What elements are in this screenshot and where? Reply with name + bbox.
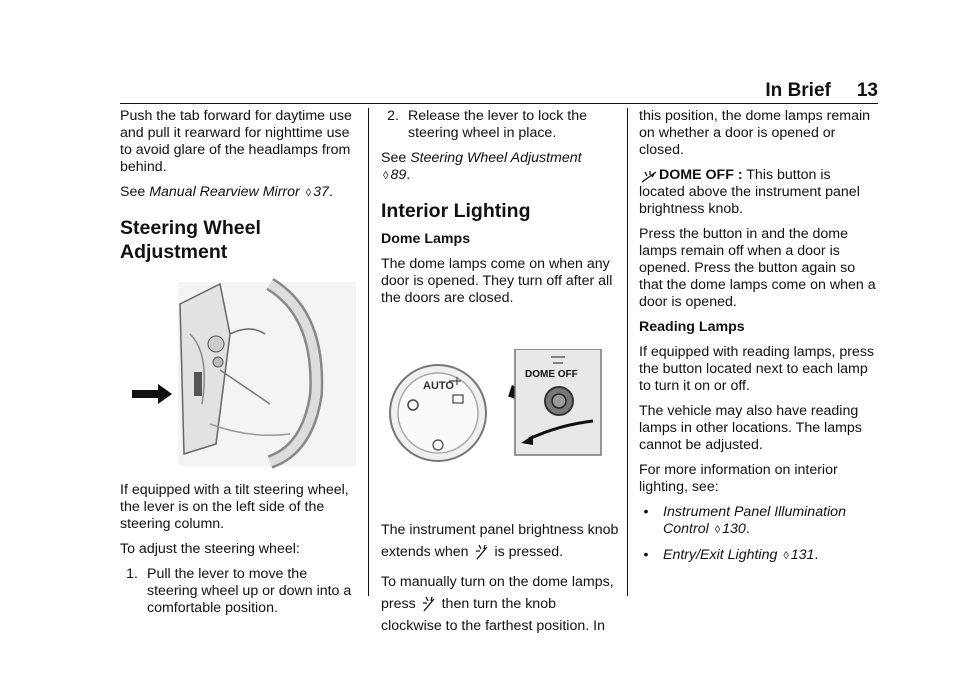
dome-position-paragraph: this position, the dome lamps remain on whether a door is opened or closed. xyxy=(639,108,871,158)
subheading-dome-lamps: Dome Lamps xyxy=(381,231,471,247)
brightness-paragraph: The instrument panel brightness knob extends when is pressed. xyxy=(381,522,619,560)
auto-label: AUTO xyxy=(423,380,454,392)
column-left xyxy=(120,108,360,625)
mirror-paragraph: Push the tab forward for daytime use and pull it rearward for nighttime use to avoid glare of the headlamps from behind. xyxy=(120,108,352,175)
page-header xyxy=(120,68,878,102)
see-reference: See Manual Rearview Mirror ◊ 37. xyxy=(120,184,333,200)
ref-page[interactable]: 37 xyxy=(313,184,329,200)
ref-page[interactable]: 130 xyxy=(722,521,746,537)
header-divider xyxy=(120,103,878,104)
step-1: 1. Pull the lever to move the steering wheel up or down into a comfortable position. xyxy=(126,566,352,616)
subheading-reading-lamps: Reading Lamps xyxy=(639,319,745,335)
more-info-paragraph: For more information on interior lighting, see: xyxy=(639,462,838,495)
bullet-item: • Instrument Panel Illumination Control ◊ 130. xyxy=(643,504,846,537)
dome-press-paragraph: Press the button in and the dome lamps remain off when a door is opened. Press the button again so that the dome lamps come on when a door is opened. xyxy=(639,226,876,310)
bullet-item: • Entry/Exit Lighting ◊ 131. xyxy=(643,547,819,563)
column-divider-2 xyxy=(627,108,628,596)
ref-link-entry-exit[interactable]: Entry/Exit Lighting xyxy=(663,547,778,563)
ref-page[interactable]: 131 xyxy=(790,547,815,563)
column-right xyxy=(639,108,879,573)
dome-off-icon xyxy=(641,170,657,184)
section-heading-interior: Interior Lighting xyxy=(381,200,531,222)
step-2: 2. Release the lever to lock the steering wheel in place. xyxy=(387,108,588,141)
dome-off-switch-label: DOME OFF xyxy=(525,369,578,380)
dome-lamp-icon xyxy=(475,543,489,561)
page-number: 13 xyxy=(856,80,878,101)
ref-link-steering[interactable]: Steering Wheel Adjustment xyxy=(410,150,582,166)
adjust-intro: To adjust the steering wheel: xyxy=(120,541,300,557)
column-divider-1 xyxy=(368,108,369,596)
see-reference-steering: See Steering Wheel Adjustment ◊ 89. xyxy=(381,150,582,183)
column-middle xyxy=(381,108,619,645)
dome-off-paragraph: DOME OFF : This button is located above the instrument panel brightness knob. xyxy=(639,167,860,217)
ref-link-mirror[interactable]: Manual Rearview Mirror xyxy=(149,184,300,200)
dome-paragraph: The dome lamps come on when any door is opened. They turn off after all the doors are closed. xyxy=(381,256,613,306)
dome-off-label: DOME OFF : xyxy=(659,167,743,183)
manual-paragraph: To manually turn on the dome lamps, press then turn the knob clockwise to the farthest position. In xyxy=(381,574,614,634)
tilt-paragraph: If equipped with a tilt steering wheel, the lever is on the left side of the steering column. xyxy=(120,482,349,532)
ref-link-ip-illumination[interactable]: Instrument Panel Illumination Control xyxy=(663,504,846,537)
lighting-controls-illustration xyxy=(381,349,619,475)
ref-page[interactable]: 89 xyxy=(390,167,407,183)
steering-wheel-illustration xyxy=(120,274,360,474)
page-ref-icon: ◊ xyxy=(383,170,389,182)
page-ref-icon: ◊ xyxy=(714,524,721,536)
page-ref-icon: ◊ xyxy=(783,550,789,562)
page-ref-icon: ◊ xyxy=(305,187,312,199)
section-title: In Brief xyxy=(765,80,831,101)
dome-lamp-icon xyxy=(422,595,436,613)
reading-paragraph: If equipped with reading lamps, press the button located next to each lamp to turn it on or off. xyxy=(639,344,875,394)
other-locations-paragraph: The vehicle may also have reading lamps in other locations. The lamps cannot be adjusted. xyxy=(639,403,862,453)
section-heading-steering: Steering Wheel Adjustment xyxy=(120,217,261,263)
